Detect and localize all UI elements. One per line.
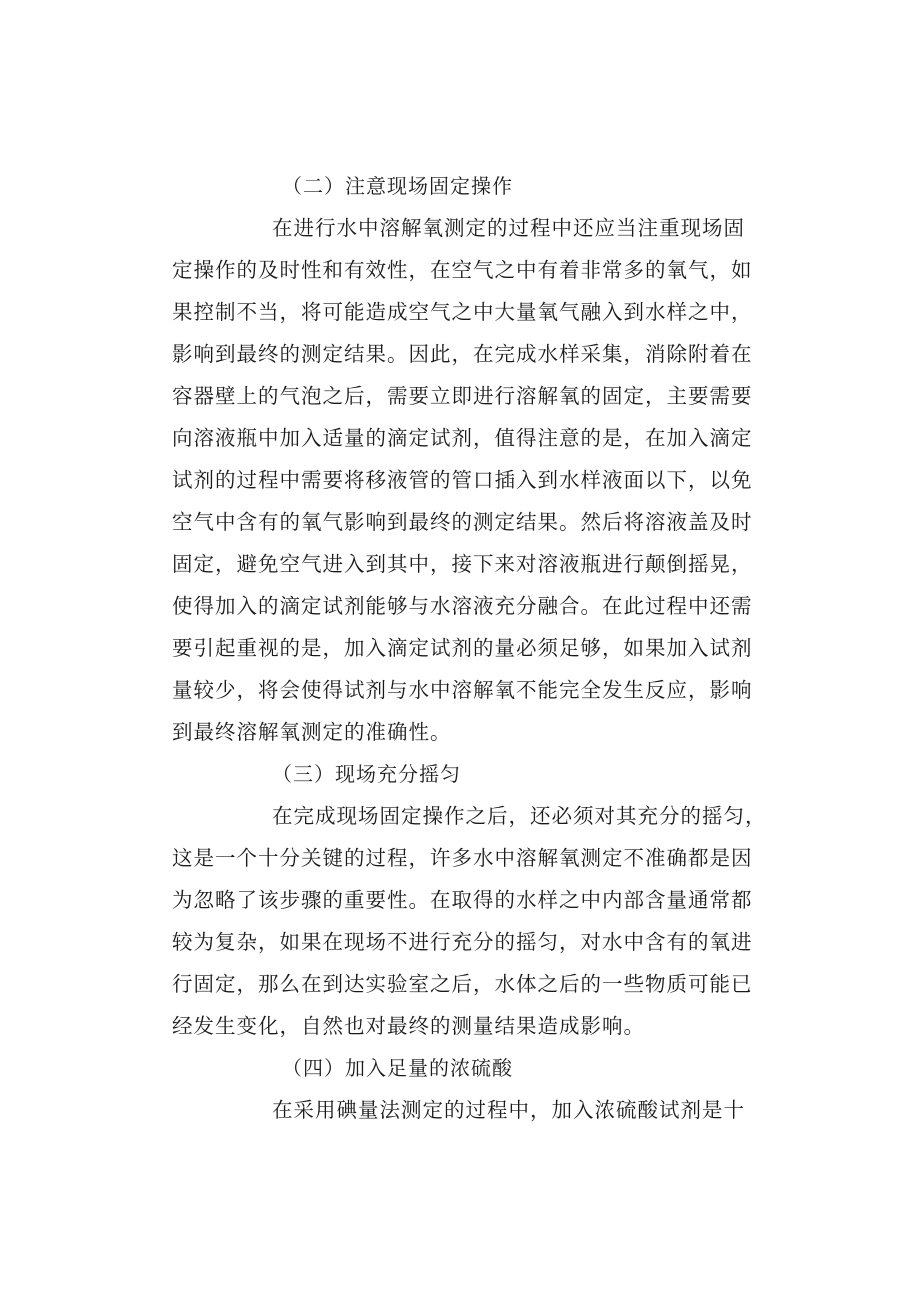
paragraph-line: 行固定，那么在到达实验室之后，水体之后的一些物质可能已 <box>172 972 753 996</box>
paragraph-line: 向溶液瓶中加入适量的滴定试剂，值得注意的是，在加入滴定 <box>172 426 753 450</box>
paragraph-line: 到最终溶解氧测定的准确性。 <box>172 720 452 744</box>
paragraph-line: 在完成现场固定操作之后，还必须对其充分的摇匀， <box>272 804 767 828</box>
paragraph-line: 固定，避免空气进入到其中，接下来对溶液瓶进行颠倒摇晃， <box>172 552 753 576</box>
paragraph-line: 空气中含有的氧气影响到最终的测定结果。然后将溶液盖及时 <box>172 510 753 534</box>
paragraph-line: 定操作的及时性和有效性，在空气之中有着非常多的氧气，如 <box>172 258 753 282</box>
paragraph-line: 量较少，将会使得试剂与水中溶解氧不能完全发生反应，影响 <box>172 678 753 702</box>
paragraph-line: 这是一个十分关键的过程，许多水中溶解氧测定不准确都是因 <box>172 846 753 870</box>
paragraph-line: 为忽略了该步骤的重要性。在取得的水样之中内部含量通常都 <box>172 888 753 912</box>
paragraph-line: 经发生变化，自然也对最终的测量结果造成影响。 <box>172 1014 645 1038</box>
paragraph-line: 果控制不当，将可能造成空气之中大量氧气融入到水样之中， <box>172 300 753 324</box>
paragraph-line: 在进行水中溶解氧测定的过程中还应当注重现场固 <box>272 216 745 240</box>
paragraph-line: 影响到最终的测定结果。因此，在完成水样采集，消除附着在 <box>172 342 753 366</box>
paragraph-line: 在采用碘量法测定的过程中，加入浓硫酸试剂是十 <box>272 1098 745 1122</box>
paragraph-line: 容器壁上的气泡之后，需要立即进行溶解氧的固定，主要需要 <box>172 384 753 408</box>
paragraph-line: 试剂的过程中需要将移液管的管口插入到水样液面以下，以免 <box>172 468 753 492</box>
section-heading-4: （四）加入足量的浓硫酸 <box>282 1056 513 1080</box>
paragraph-line: 要引起重视的是，加入滴定试剂的量必须足够，如果加入试剂 <box>172 636 753 660</box>
section-heading-2: （二）注意现场固定操作 <box>282 174 513 198</box>
paragraph-line: 使得加入的滴定试剂能够与水溶液充分融合。在此过程中还需 <box>172 594 753 618</box>
paragraph-line: 较为复杂，如果在现场不进行充分的摇匀，对水中含有的氧进 <box>172 930 753 954</box>
section-heading-3: （三）现场充分摇匀 <box>272 762 461 786</box>
